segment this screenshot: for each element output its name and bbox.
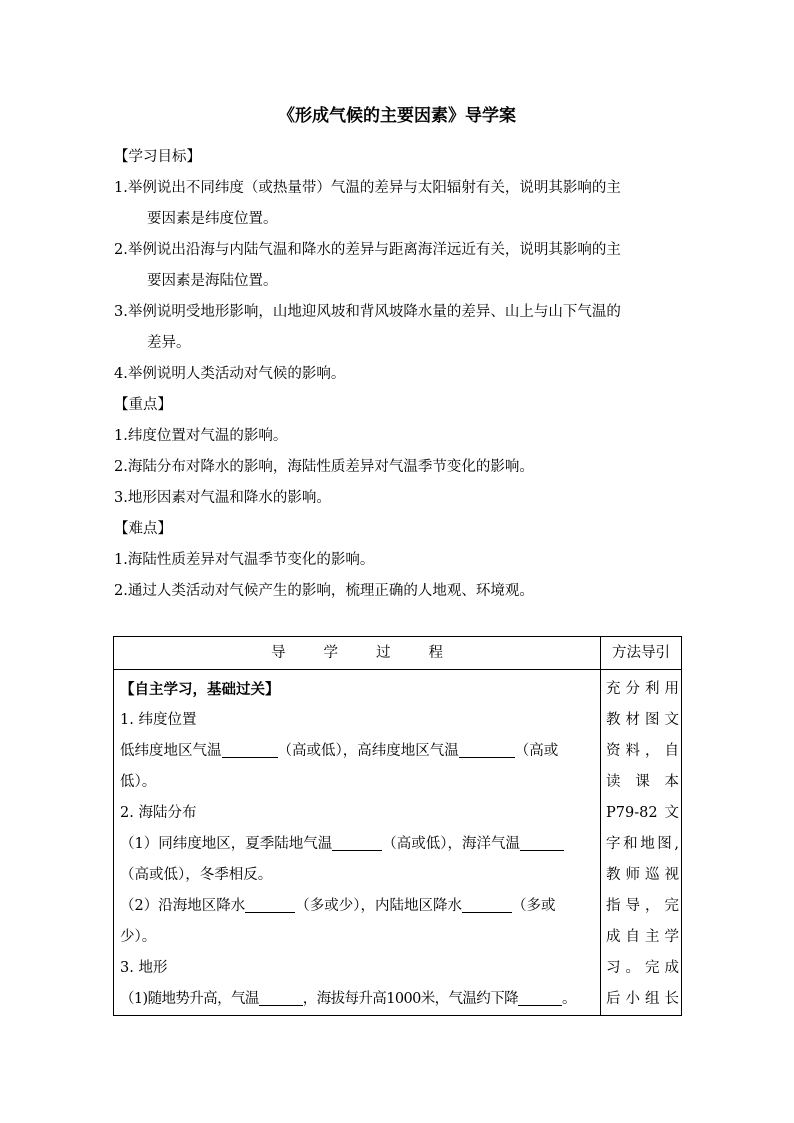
sea-land-line-2: （高或低），冬季相反。 bbox=[120, 867, 273, 883]
key-point-3: 3.地形因素对气温和降水的影响。 bbox=[114, 490, 331, 506]
terrain-heading: 3. 地形 bbox=[120, 960, 168, 976]
method-line: 成自主学 bbox=[606, 929, 679, 945]
key-point-1: 1.纬度位置对气温的影响。 bbox=[114, 428, 288, 444]
blank-field[interactable] bbox=[518, 989, 562, 1006]
self-study-heading: 【自主学习，基础过关】 bbox=[120, 681, 280, 698]
method-line: 充分利用 bbox=[606, 681, 679, 697]
goal-2-line-1: 2.举例说出沿海与内陆气温和降水的差异与距离海洋远近有关，说明其影响的主 bbox=[114, 242, 621, 258]
sea-land-line-1 bbox=[120, 829, 596, 860]
header-char-2: 学 bbox=[323, 645, 338, 661]
blank-field[interactable] bbox=[259, 989, 303, 1006]
blank-field[interactable] bbox=[459, 741, 515, 758]
precip-text-b: （多或少），内陆地区降水 bbox=[295, 898, 462, 914]
terrain-text-c: 。 bbox=[562, 991, 576, 1007]
difficult-point-2: 2.通过人类活动对气候产生的影响，梳理正确的人地观、环境观。 bbox=[114, 583, 534, 599]
latitude-line-1 bbox=[120, 736, 596, 767]
method-line: 资料，自 bbox=[606, 743, 679, 759]
latitude-heading: 1. 纬度位置 bbox=[120, 712, 197, 728]
terrain-line-1 bbox=[120, 984, 596, 1015]
method-line: 教师巡视 bbox=[606, 867, 679, 883]
terrain-text-a: （1)随地势升高，气温 bbox=[120, 991, 259, 1007]
header-char-3: 过 bbox=[376, 645, 391, 661]
intro-section bbox=[114, 142, 684, 607]
guide-table bbox=[113, 636, 682, 1016]
method-line: P79-82文 bbox=[606, 805, 679, 821]
sea-land-heading: 2. 海陆分布 bbox=[120, 805, 197, 821]
difficult-point-1: 1.海陆性质差异对气温季节变化的影响。 bbox=[114, 552, 375, 568]
method-line: 字和地图, bbox=[606, 836, 679, 852]
blank-field[interactable] bbox=[222, 741, 278, 758]
latitude-text-c: （高或 bbox=[514, 743, 559, 759]
goal-1-line-1: 1.举例说出不同纬度（或热量带）气温的差异与太阳辐射有关，说明其影响的主 bbox=[114, 180, 621, 196]
goal-3-line-2: 差异。 bbox=[147, 335, 191, 351]
table-body-row bbox=[114, 670, 682, 1016]
page-title: 《形成气候的主要因素》导学案 bbox=[278, 106, 516, 126]
latitude-text-b: （高或低），高纬度地区气温 bbox=[277, 743, 459, 759]
header-method-cell: 方法导引 bbox=[601, 637, 682, 670]
precip-line-2: 少）。 bbox=[120, 929, 157, 945]
sea-text-a: （1）同纬度地区，夏季陆地气温 bbox=[120, 836, 333, 852]
goal-2-line-2: 要因素是海陆位置。 bbox=[147, 273, 278, 289]
blank-field[interactable] bbox=[332, 834, 382, 851]
goal-4-line-1: 4.举例说明人类活动对气候的影响。 bbox=[114, 366, 346, 382]
latitude-text-a: 低纬度地区气温 bbox=[120, 743, 222, 759]
header-char-4: 程 bbox=[428, 645, 443, 661]
method-line: 习。完成 bbox=[606, 960, 679, 976]
process-cell bbox=[114, 670, 601, 1016]
precip-line-1 bbox=[120, 891, 596, 922]
blank-field[interactable] bbox=[245, 896, 295, 913]
method-line: 后小组长 bbox=[606, 991, 679, 1007]
key-points-heading: 【重点】 bbox=[114, 397, 172, 413]
method-cell bbox=[601, 670, 682, 1016]
goal-1-line-2: 要因素是纬度位置。 bbox=[147, 211, 278, 227]
key-point-2: 2.海陆分布对降水的影响，海陆性质差异对气温季节变化的影响。 bbox=[114, 459, 534, 475]
goals-heading: 【学习目标】 bbox=[114, 149, 201, 165]
difficult-points-heading: 【难点】 bbox=[114, 521, 172, 537]
header-char-1: 导 bbox=[271, 645, 286, 661]
header-process-cell bbox=[114, 637, 601, 670]
latitude-line-2: 低）。 bbox=[120, 774, 157, 790]
table-header-row bbox=[114, 637, 682, 670]
goal-3-line-1: 3.举例说明受地形影响，山地迎风坡和背风坡降水量的差异、山上与山下气温的 bbox=[114, 304, 621, 320]
method-line: 读 课 本 bbox=[606, 774, 679, 790]
method-line: 指导，完 bbox=[606, 898, 679, 914]
blank-field[interactable] bbox=[520, 834, 564, 851]
sea-text-b: （高或低），海洋气温 bbox=[382, 836, 520, 852]
method-line: 教材图文 bbox=[606, 712, 679, 728]
precip-text-a: （2）沿海地区降水 bbox=[120, 898, 246, 914]
terrain-text-b: ，海拔每升高1000米，气温约下降 bbox=[302, 991, 518, 1007]
precip-text-c: （多或 bbox=[511, 898, 556, 914]
blank-field[interactable] bbox=[462, 896, 512, 913]
